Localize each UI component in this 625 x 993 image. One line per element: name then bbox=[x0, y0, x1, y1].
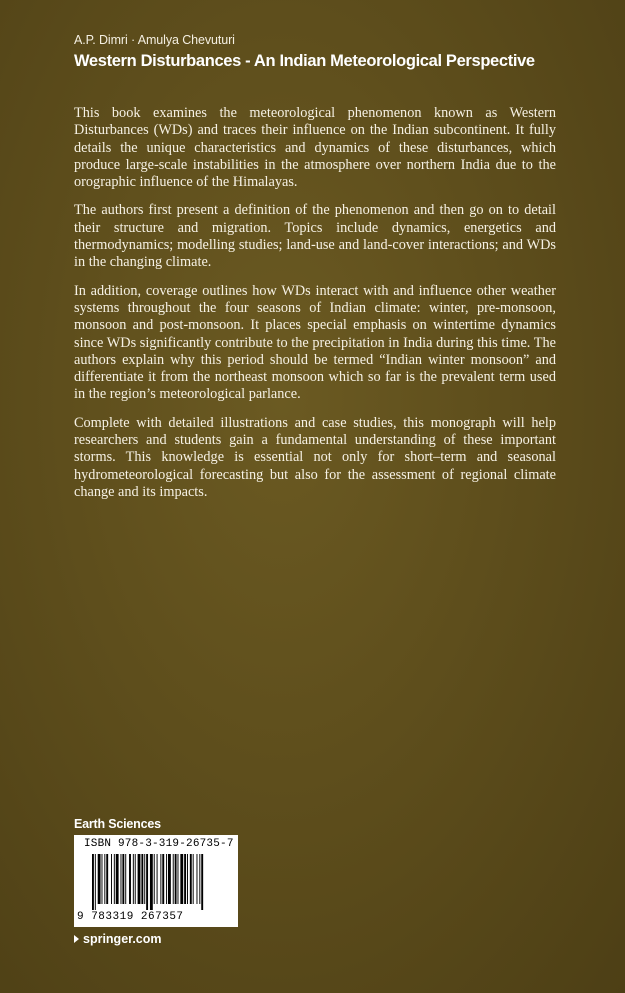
publisher-website[interactable] bbox=[74, 932, 162, 946]
barcode-bar bbox=[187, 854, 188, 904]
barcode-bar bbox=[160, 854, 161, 904]
barcode-bar bbox=[197, 854, 198, 904]
isbn-barcode bbox=[74, 835, 238, 927]
barcode-bar bbox=[138, 854, 141, 904]
barcode-bar bbox=[125, 854, 126, 904]
barcode-bar bbox=[180, 854, 183, 904]
isbn-label: ISBN 978-3-319-26735-7 bbox=[84, 838, 234, 850]
barcode-bar bbox=[92, 854, 94, 910]
book-title: Western Disturbances - An Indian Meteorological Perspective bbox=[74, 52, 535, 70]
description-paragraph: The authors first present a definition of the phenomenon and then go on to detail their structure and migration. Topics include dynamics, energetics and thermodynamics; modelling studies; land-use and land-cover interactions; and WDs in the changing climate. bbox=[74, 202, 556, 271]
barcode-bar bbox=[201, 854, 203, 910]
barcode-bar bbox=[173, 854, 174, 904]
barcode-bar bbox=[168, 854, 171, 904]
barcode-bar bbox=[102, 854, 103, 904]
barcode-bar bbox=[121, 854, 122, 904]
barcode-bar bbox=[175, 854, 177, 904]
barcode-bar bbox=[111, 854, 112, 904]
barcode-bar bbox=[162, 854, 164, 904]
barcode-bar bbox=[135, 854, 136, 904]
barcode-bar bbox=[184, 854, 186, 904]
barcode-bar bbox=[146, 854, 148, 910]
barcode-bar bbox=[157, 854, 158, 904]
barcode-bar bbox=[104, 854, 105, 904]
barcode-bar bbox=[178, 854, 179, 904]
barcode-bar bbox=[114, 854, 115, 904]
barcode-digits: 9 783319 267357 bbox=[77, 911, 184, 923]
barcode-bar bbox=[190, 854, 192, 904]
barcode-bars bbox=[92, 854, 222, 910]
website-label: springer.com bbox=[83, 932, 162, 946]
barcode-bar bbox=[144, 854, 145, 904]
barcode-bar bbox=[116, 854, 119, 904]
barcode-bar bbox=[150, 854, 153, 910]
description-paragraph: Complete with detailed illustrations and case studies, this monograph will help researchers and students gain a fundamental understanding of these important storms. This knowledge is essential not only for short–term and seasonal hydrometeorological forecasting but also for the assessment of regional climate change and its impacts. bbox=[74, 414, 556, 500]
subject-category: Earth Sciences bbox=[74, 817, 161, 831]
barcode-bar bbox=[98, 854, 101, 904]
description-paragraph: This book examines the meteorological phenomenon known as Western Disturbances (WDs) and traces their influence on the Indian subcontinent. It fully details the unique characteristics and dynamics of these disturbances, which produce large-scale instabilities in the atmosphere over northern India due to the orographic influence of the Himalayas. bbox=[74, 105, 556, 191]
barcode-bar bbox=[141, 854, 143, 904]
barcode-bar bbox=[122, 854, 124, 904]
barcode-bar bbox=[199, 854, 200, 904]
barcode-bar bbox=[106, 854, 108, 904]
barcode-bar bbox=[193, 854, 194, 904]
barcode-bar bbox=[133, 854, 134, 904]
barcode-bar bbox=[95, 854, 96, 910]
author-names: A.P. Dimri · Amulya Chevuturi bbox=[74, 33, 235, 47]
barcode-bar bbox=[129, 854, 131, 904]
arrow-right-icon bbox=[74, 935, 79, 943]
barcode-bar bbox=[166, 854, 167, 904]
barcode-bar bbox=[154, 854, 155, 904]
book-description bbox=[74, 105, 556, 512]
description-paragraph: In addition, coverage outlines how WDs interact with and influence other weather systems throughout the four seasons of Indian climate: winter, pre-monsoon, monsoon and post-monsoon. It places special emphasis on wintertime dynamics since WDs significantly contribute to the precipitation in India during this time. The authors explain why this period should be termed “Indian winter monsoon” and differentiate it from the northeast monsoon which so far is the prevalent term used in the region’s meteorological parlance. bbox=[74, 282, 556, 403]
